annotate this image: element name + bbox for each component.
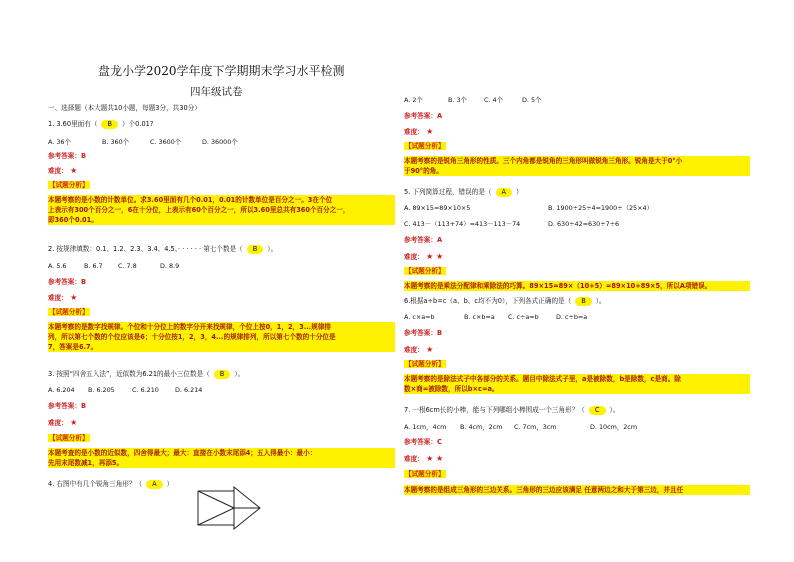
q7-option-a: A. 1cm，4cm [404,423,447,431]
q2-option-a: A. 5.6 [48,262,67,270]
q2-analysis: 本题考察的是数字找规律。个位和十分位上的数字分开来找规律，个位上按0，1，2，3...规律排 列，所以第七个数的个位应该是6；十分位按1，2，3，4...的规律排列，所以第七个数的十分位是 7，答案是6.7。 [48,322,395,352]
question-7: 7. 一根6cm长的小棒，能与下列哪组小棒围成一个三角形？（ C ）。 [404,406,620,414]
q3-difficulty: 难度： ★ [48,418,78,427]
q1-option-b: B. 360个 [102,138,130,146]
q4-difficulty: 难度： ★ [404,127,434,136]
q1-ref-answer: 参考答案：B [48,152,86,160]
answer-badge: B [575,297,592,306]
difficulty-stars: ★ [70,418,78,427]
question-1-stem-end: ）个0.01? [121,120,154,128]
q2-option-d: D. 8.9 [160,262,180,270]
q6-ref-answer: 参考答案：B [404,329,442,337]
q7-difficulty: 难度： ★ ★ [404,454,444,463]
question-2: 2. 按规律填数：0.1、1.2、2.3、3.4、4.5、· · · · · · 第七个数是（ B ）。 [48,245,278,253]
section-heading: 一、选择题（本大题共10小题，每题3分，共30分） [48,104,201,112]
q3-option-a: A. 6.204 [48,386,75,394]
q7-option-c: C. 7cm，3cm [514,423,557,431]
q2-option-c: C. 7.8 [118,262,137,270]
q7-option-d: D. 10cm，2cm [590,423,638,431]
q6-option-b: B. c×b=a [464,313,495,321]
q4-ref-answer: 参考答案：A [404,112,443,120]
q1-difficulty: 难度： ★ [48,166,78,175]
q7-analysis: 本题考察的是组成三角形的三边关系。三角形的三边应该满足 任意两边之和大于第三边，并且任 [404,485,750,495]
q3-option-c: C. 6.210 [132,386,159,394]
q1-analysis-heading: 【试题分析】 [49,181,89,189]
q4-option-c: C. 4个 [484,96,503,104]
q3-analysis-heading: 【试题分析】 [49,434,89,442]
answer-badge: B [214,370,231,379]
difficulty-stars: ★ [70,293,78,302]
difficulty-stars: ★ [426,127,434,136]
question-4: 4. 右图中有几个锐角三角形？（ A ） [48,480,174,488]
q2-ref-answer: 参考答案：B [48,278,86,286]
answer-badge: C [589,406,606,415]
q4-option-b: B. 3个 [448,96,467,104]
answer-badge: B [247,245,264,254]
q7-option-b: B. 4cm，2cm [460,423,503,431]
question-3: 3. 按照“四舍五入法”，近似数为6.21的最小三位数是（ B ）。 [48,370,245,378]
q6-option-c: C. c÷a=b [508,313,539,321]
question-6: 6.根据a÷b=c（a、b、c均不为0），下列各式正确的是（ B ）。 [404,297,606,305]
q4-option-d: D. 5个 [522,96,542,104]
q2-option-b: B. 6.7 [84,262,103,270]
q5-analysis-heading: 【试题分析】 [405,267,445,275]
difficulty-stars: ★ ★ [426,454,444,463]
q7-ref-answer: 参考答案：C [404,438,442,446]
page-title: 盘龙小学2020学年度下学期期末学习水平检测 [98,64,345,78]
question-1-stem: 1. 3.60里面有（ [48,120,98,128]
q7-analysis-heading: 【试题分析】 [405,470,445,478]
q2-difficulty: 难度： ★ [48,293,78,302]
q5-analysis: 本题考察的是乘法分配律和乘除法的巧算。89×15=89×（10+5）=89×10+89×5，所以A项错误。 [404,281,750,291]
q5-option-b: B. 1900÷25÷4=1900÷（25×4） [548,204,653,212]
q5-option-d: D. 630÷42=630÷7÷6 [548,220,620,228]
q5-difficulty: 难度： ★ ★ [404,252,444,261]
difficulty-stars: ★ [70,166,78,175]
answer-badge: A [146,480,163,489]
q1-option-a: A. 36个 [48,138,71,146]
answer-badge: B [101,120,118,129]
question-1 [48,120,153,129]
q5-option-a: A. 89×15=89×10×5 [404,204,471,212]
q4-analysis-heading: 【试题分析】 [405,142,445,150]
q6-option-d: D. c÷b=a [556,313,588,321]
q4-analysis: 本题考察的是锐角三角形的性质。三个内角都是锐角的三角形叫做锐角三角形。锐角是大于0°小 于90°的角。 [404,156,750,176]
q1-option-c: C. 3600个 [150,138,182,146]
page-subtitle: 四年级试卷 [190,86,243,98]
answer-badge: A [496,188,513,197]
q6-option-a: A. c×a=b [404,313,435,321]
q3-option-d: D. 6.214 [175,386,203,394]
q3-ref-answer: 参考答案：B [48,402,86,410]
q4-option-a: A. 2个 [404,96,423,104]
arrow-triangle-figure [196,485,262,531]
q6-analysis-heading: 【试题分析】 [405,360,445,368]
difficulty-stars: ★ ★ [426,252,444,261]
q3-option-b: B. 6.205 [88,386,115,394]
q6-analysis: 本题考察的是除法式子中各部分的关系。题目中除法式子里，a是被除数，b是除数，c是商。除 数×商=被除数，所以b×c=a。 [404,374,750,394]
q6-difficulty: 难度： ★ [404,345,434,354]
q1-analysis: 本题考察的是小数的计数单位。求3.60里面有几个0.01，0.01的计数单位是百分之一。3在个位 上表示有300个百分之一，6在十分位，上表示有60个百分之一，所以3.60里总共有360个百分之一， 即360个0.01。 [48,195,395,225]
question-5: 5. 下列简算过程，错误的是（ A ） [404,188,523,196]
difficulty-stars: ★ [426,345,434,354]
q1-option-d: D. 36000个 [202,138,238,146]
q5-option-c: C. 413－（113+74）=413－113－74 [404,220,521,228]
q2-analysis-heading: 【试题分析】 [49,308,89,316]
q3-analysis: 本题考查的是小数的近似数，四舍得最大；最大：直接在小数末尾添4；五入得最小：最小： 先用末尾数减1，再添5。 [48,448,395,468]
q5-ref-answer: 参考答案：A [404,236,443,244]
